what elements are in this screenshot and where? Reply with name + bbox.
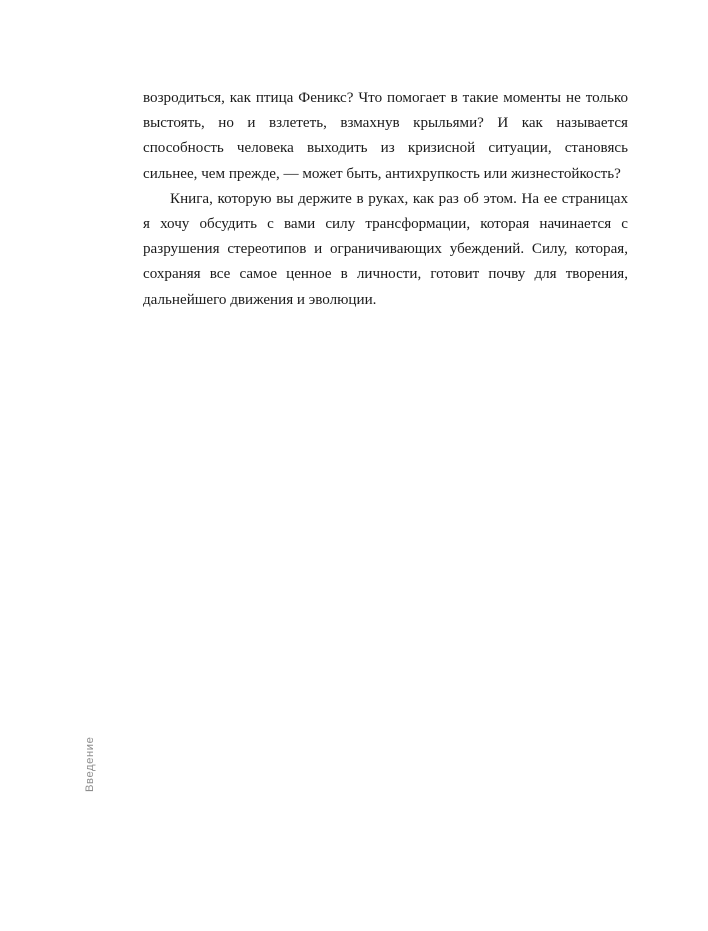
running-head <box>68 700 96 820</box>
body-text-column <box>143 86 628 313</box>
paragraph-2: Книга, которую вы держите в руках, как раз об этом. На ее страницах я хочу обсудить с вами силу трансформации, которая начинается с разрушения стереотипов и ограничивающих убеждений. Силу, которая, сохраняя все самое ценное в личности, готовит почву для творения, дальнейшего движения и эволюции. <box>143 190 628 308</box>
paragraph-1: возродиться, как птица Феникс? Что помогает в такие моменты не только выстоять, но и взлететь, взмахнув крыльями? И как называется способность человека выходить из кризисной ситуации, становясь сильнее, чем прежде, — может быть, антихрупкость или жизнестойкость? <box>143 90 628 182</box>
running-head-label: Введение <box>84 736 96 792</box>
